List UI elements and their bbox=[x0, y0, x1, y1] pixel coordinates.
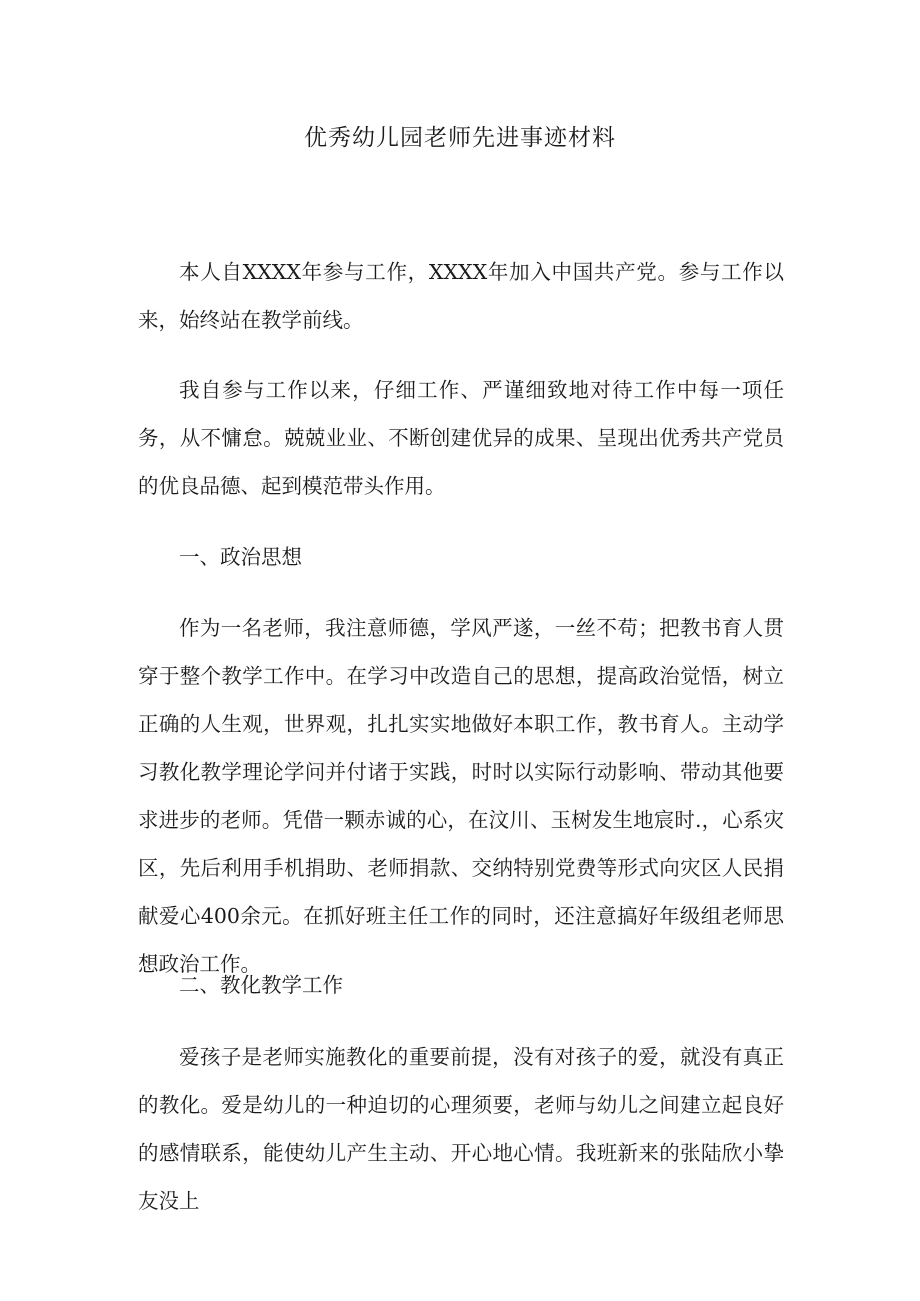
section-heading-teaching-work: 二、教化教学工作 bbox=[179, 973, 343, 997]
section-heading-political-thought: 一、政治思想 bbox=[179, 545, 302, 569]
document-title: 优秀幼儿园老师先进事迹材料 bbox=[304, 125, 616, 151]
attitude-paragraph: 我自参与工作以来，仔细工作、严谨细致地对待工作中每一项任务，从不慵怠。兢兢业业、不断创建优异的成果、呈现出优秀共产党员的优良品德、起到模范带头作用。 bbox=[138, 378, 784, 498]
political-thought-paragraph: 作为一名老师，我注意师德，学风严遂，一丝不苟；把教书育人贯穿于整个教学工作中。在学习中改造自己的思想，提高政治觉悟，树立正确的人生观，世界观，扎扎实实地做好本职工作，教书育人。主动学习教化教学理论学问并付诸于实践，时时以实际行动影响、带动其他要求进步的老师。凭借一颗赤诚的心，在汶川、玉树发生地宸时.，心系灾区，先后利用手机捐助、老师捐款、交纳特别党费等形式向灾区人民捐献爱心400余元。在抓好班主任工作的同时，还注意搞好年级组老师思想政治工作。 bbox=[138, 616, 784, 976]
intro-paragraph: 本人自XXXX年参与工作，XXXX年加入中国共产党。参与工作以来，始终站在教学前线。 bbox=[138, 260, 784, 332]
teaching-work-paragraph: 爱孩子是老师实施教化的重要前提，没有对孩子的爱，就没有真正的教化。爱是幼儿的一种迫切的心理须要，老师与幼儿之间建立起良好的感情联系，能使幼儿产生主动、开心地心情。我班新来的张陆欣小挚友没上 bbox=[138, 1045, 784, 1213]
